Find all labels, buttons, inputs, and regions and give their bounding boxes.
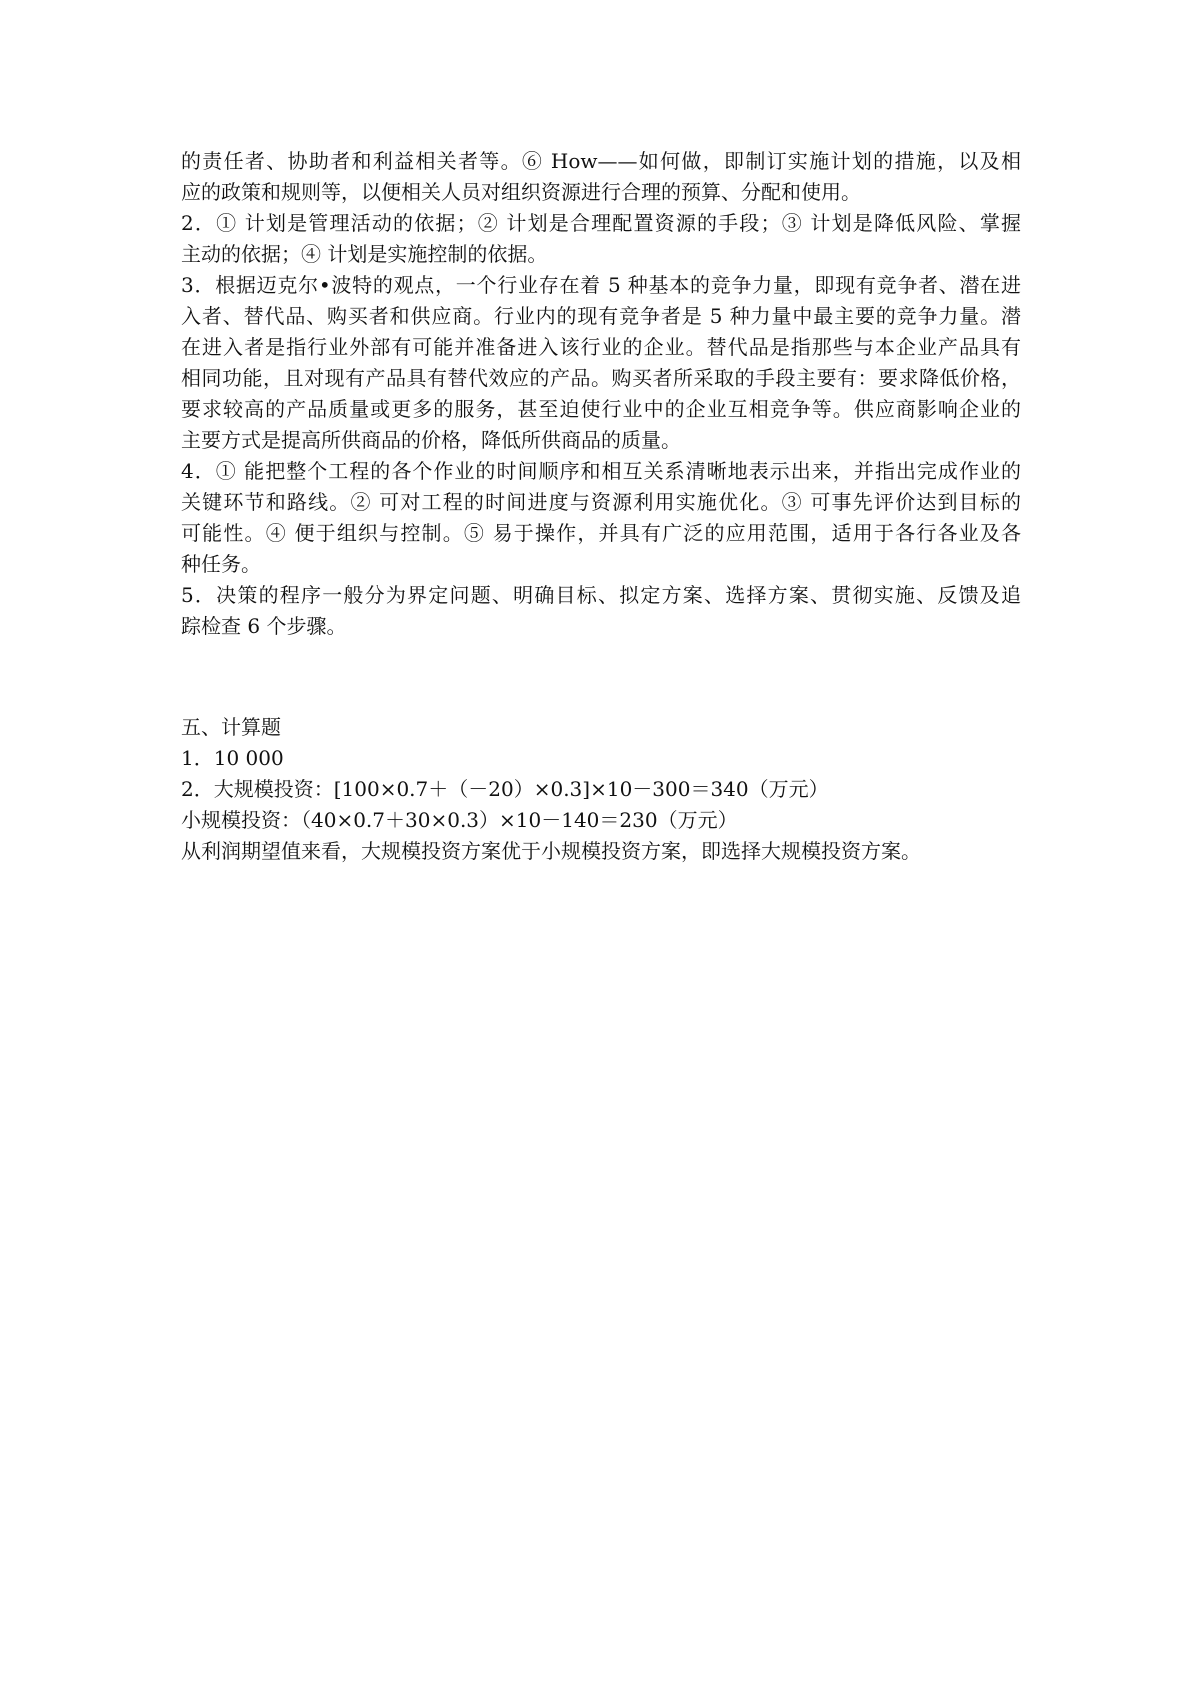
text-line: 的责任者、协助者和利益相关者等。⑥ How——如何做，即制订实施计划的措施，以及相 xyxy=(181,149,1021,173)
text-line: 4．① 能把整个工程的各个作业的时间顺序和相互关系清晰地表示出来，并指出完成作业的 xyxy=(181,459,1021,483)
text-line: 可能性。④ 便于组织与控制。⑤ 易于操作，并具有广泛的应用范围，适用于各行各业及各 xyxy=(181,521,1021,545)
text-line: 关键环节和路线。② 可对工程的时间进度与资源利用实施优化。③ 可事先评价达到目标的 xyxy=(181,490,1021,514)
section-gap xyxy=(181,642,1021,712)
text-line: 入者、替代品、购买者和供应商。行业内的现有竞争者是 5 种力量中最主要的竞争力量。潜 xyxy=(181,304,1021,328)
text-line: 主动的依据；④ 计划是实施控制的依据。 xyxy=(181,242,548,266)
answers-section-4 xyxy=(181,146,1021,642)
text-line: 要求较高的产品质量或更多的服务，甚至迫使行业中的企业互相竞争等。供应商影响企业的 xyxy=(181,397,1021,421)
text-line: 2．① 计划是管理活动的依据；② 计划是合理配置资源的手段；③ 计划是降低风险、掌握 xyxy=(181,211,1021,235)
text-line: 主要方式是提高所供商品的价格，降低所供商品的质量。 xyxy=(181,428,681,452)
text-line: 小规模投资：（40×0.7＋30×0.3）×10－140＝230（万元） xyxy=(181,808,738,832)
document-page xyxy=(181,146,1021,867)
text-line: 从利润期望值来看，大规模投资方案优于小规模投资方案，即选择大规模投资方案。 xyxy=(181,839,921,863)
text-line: 踪检查 6 个步骤。 xyxy=(181,614,347,638)
text-line: 3．根据迈克尔•波特的观点，一个行业存在着 5 种基本的竞争力量，即现有竞争者、潜在进 xyxy=(181,273,1021,297)
text-line: 应的政策和规则等，以便相关人员对组织资源进行合理的预算、分配和使用。 xyxy=(181,180,861,204)
text-line: 2．大规模投资：[100×0.7＋（－20）×0.3]×10－300＝340（万元） xyxy=(181,777,829,801)
text-line: 在进入者是指行业外部有可能并准备进入该行业的企业。替代品是指那些与本企业产品具有 xyxy=(181,335,1021,359)
text-line: 5．决策的程序一般分为界定问题、明确目标、拟定方案、选择方案、贯彻实施、反馈及追 xyxy=(181,583,1021,607)
text-line: 相同功能，且对现有产品具有替代效应的产品。购买者所采取的手段主要有：要求降低价格， xyxy=(181,366,1021,390)
section-heading: 五、计算题 xyxy=(181,715,281,739)
text-line: 种任务。 xyxy=(181,552,261,576)
calculation-section xyxy=(181,712,1021,867)
text-line: 1．10 000 xyxy=(181,746,284,770)
